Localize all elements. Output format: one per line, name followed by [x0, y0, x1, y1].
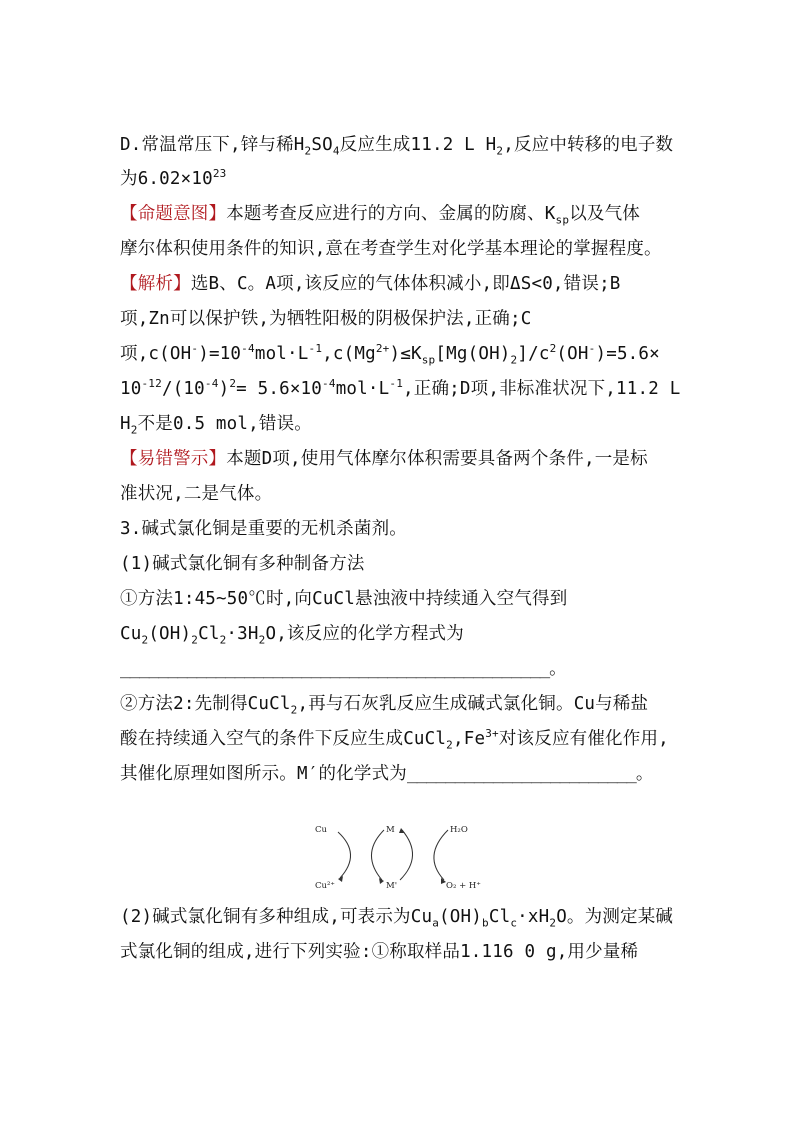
- diagram-label-o2-h: O₂ + H⁺: [446, 881, 481, 891]
- intent-tag: 【命题意图】: [120, 204, 227, 224]
- analysis-tag: 【解析】: [120, 274, 191, 294]
- diagram-label-h2o: H₂O: [450, 825, 468, 835]
- arrow-m-to-mprime: [371, 830, 384, 880]
- method2-line1: ②方法2:先制得CuCl$_2$,再与石灰乳反应生成碱式氯化铜。Cu与稀盐: [120, 694, 649, 717]
- analysis-line3: 项$,c(OH^-)=10^{-4}mol\cdot L^{-1},c(Mg^{2+})\le K_{sp}[Mg(OH)_2]/c^2(OH^-)=5.6\times$: [120, 342, 660, 367]
- analysis-line1: 【解析】选B、C。A项,该反应的气体体积减小,即ΔS<0,错误;B: [120, 274, 621, 294]
- arrow-h2o-to-o2: [434, 830, 448, 880]
- arrow-cu-to-cu2: [338, 832, 351, 878]
- warning-line1: 【易错警示】本题D项,使用气体摩尔体积需要具备两个条件,一是标: [120, 449, 648, 469]
- method1-line2: $Cu_2(OH)_2Cl_2\cdot 3H_2O$,该反应的化学方程式为: [120, 624, 464, 647]
- intent-line1: 【命题意图】本题考查反应进行的方向、金属的防腐、$K_{sp}$以及气体: [120, 204, 641, 227]
- diagram-label-mprime: M': [386, 881, 398, 891]
- catalysis-diagram: [310, 818, 500, 894]
- arrowhead-3: [399, 828, 405, 833]
- question3-title: 3.碱式氯化铜是重要的无机杀菌剂。: [120, 519, 407, 539]
- analysis-line4: $10^{-12}/(10^{-4})^2= 5.6\times 10^{-4}mol\cdot L^{-1}$,正确;D项,非标准状况下,11.2 L: [120, 377, 681, 399]
- part2-line1: (2)碱式氯化铜有多种组成,可表示为$Cu_a(OH)_bCl_c\cdot xH_2O$。为测定某碱: [120, 907, 674, 930]
- part2-line2: 式氯化铜的组成,进行下列实验:①称取样品1.116 0 g,用少量稀: [120, 942, 639, 962]
- analysis-line5: $H_2$不是0.5 mol,错误。: [120, 414, 312, 437]
- method2-line2: 酸在持续通入空气的条件下反应生成$CuCl_2,Fe^{3+}$对该反应有催化作用,: [120, 727, 669, 752]
- option-d-line1: D.常温常压下,锌与稀$H_2SO_4$反应生成11.2 L $H_2$,反应中转移的电子数: [120, 135, 674, 158]
- analysis-line2: 项,Zn可以保护铁,为牺牲阳极的阴极保护法,正确;C: [120, 309, 532, 329]
- option-d-line2: 为$6.02\times 10^{23}$: [120, 167, 227, 189]
- method1-line1: ①方法1:45~50℃时,向CuCl悬浊液中持续通入空气得到: [120, 589, 568, 609]
- arrow-mprime-to-m: [400, 830, 413, 880]
- diagram-label-cu: Cu: [315, 825, 327, 835]
- warning-line2: 准状况,二是气体。: [120, 484, 273, 504]
- answer-blank-1[interactable]: _____________________________________________。: [120, 659, 566, 679]
- answer-blank-2[interactable]: ________________________。: [406, 764, 653, 784]
- diagram-label-cu2plus: Cu²⁺: [315, 881, 335, 891]
- method2-line3: 其催化原理如图所示。M′的化学式为________________________。: [120, 764, 653, 784]
- intent-line2: 摩尔体积使用条件的知识,意在考查学生对化学基本理论的掌握程度。: [120, 239, 662, 259]
- diagram-label-m: M: [386, 825, 395, 835]
- warning-tag: 【易错警示】: [120, 449, 227, 469]
- question3-part1: (1)碱式氯化铜有多种制备方法: [120, 554, 365, 574]
